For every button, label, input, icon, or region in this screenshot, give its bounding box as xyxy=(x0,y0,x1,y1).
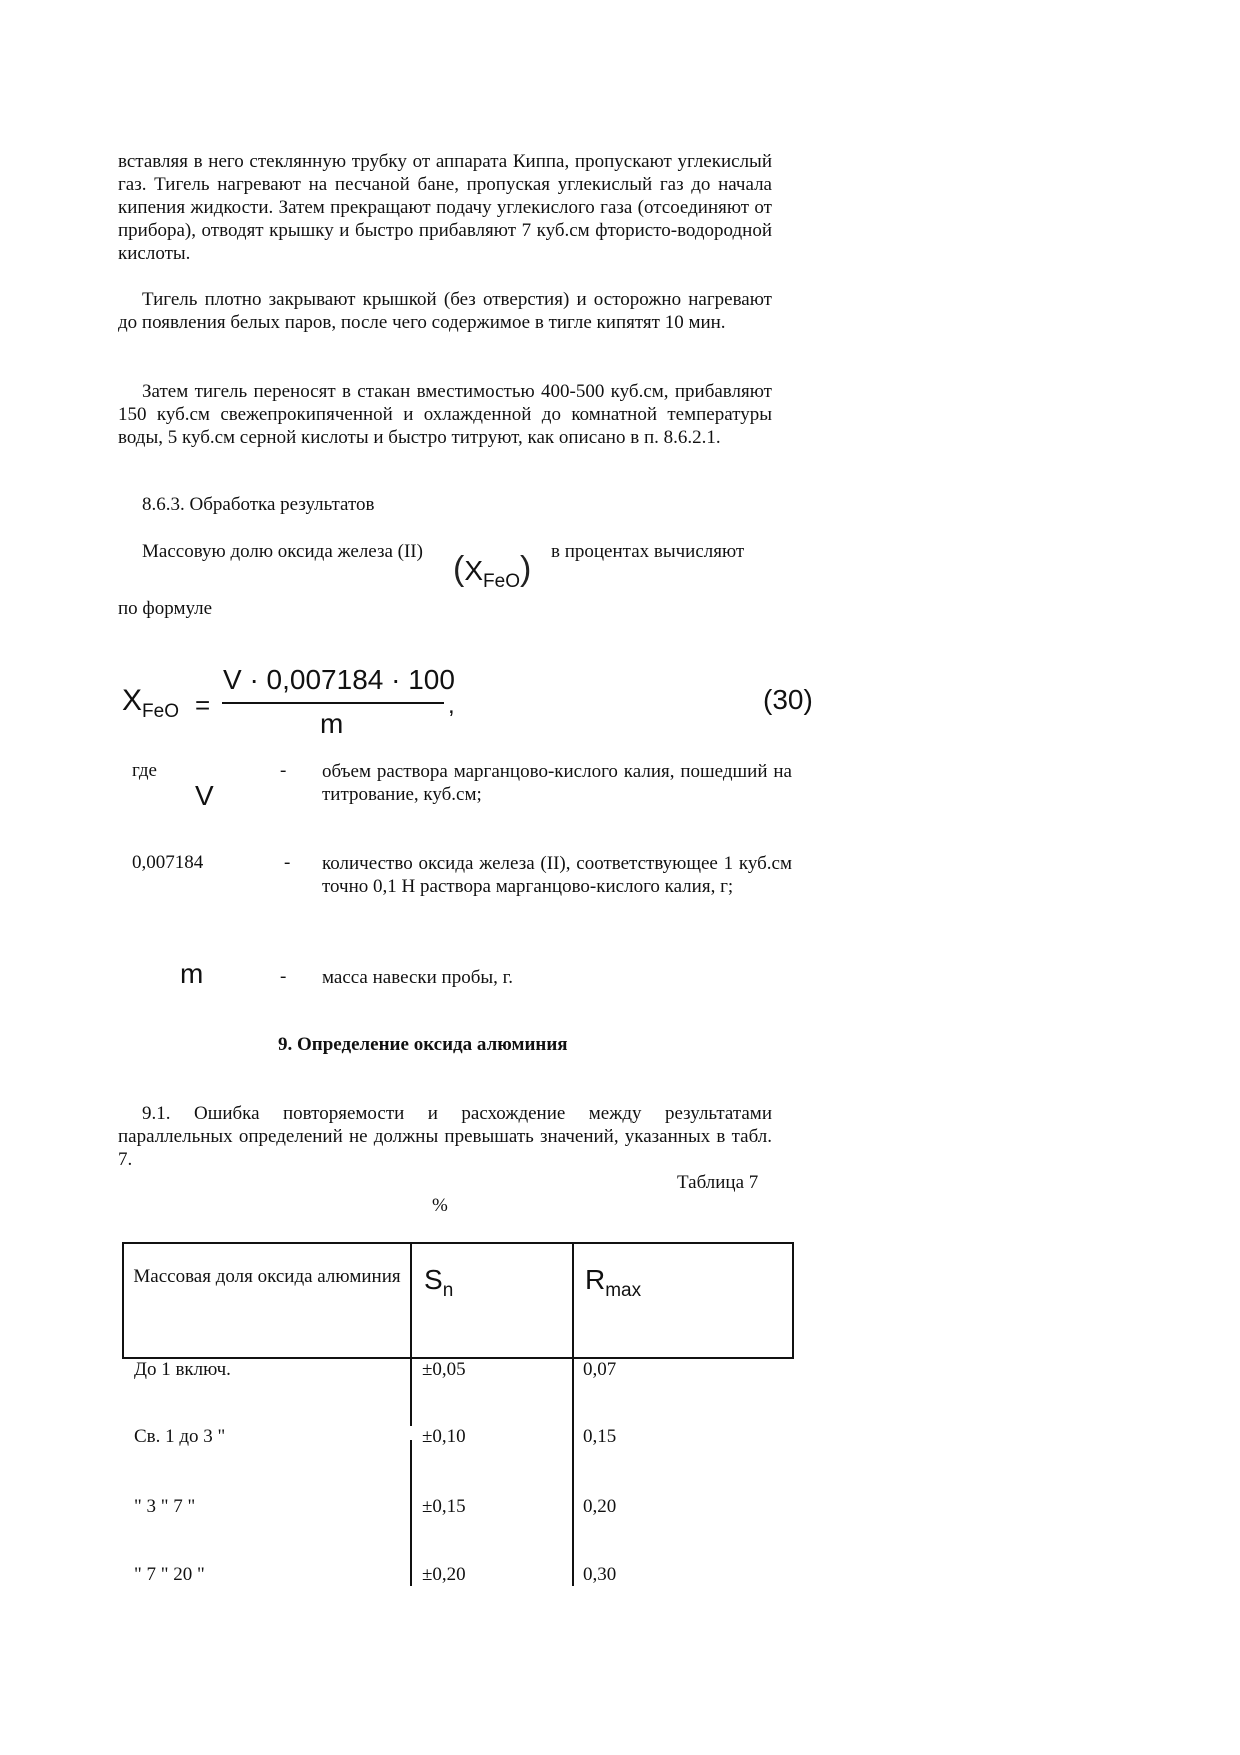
paragraph-crucible-co2: вставляя в него стеклянную трубку от аппарата Киппа, пропускают углекислый газ. Тигель нагревают на песчаной бане, пропуская углекислый газ до начала кипения жидкости. Затем прекращают подачу углекислого газа (отсоединяют от прибора), отводят крышку и быстро прибавляют 7 куб.см фтористо-водородной кислоты. xyxy=(118,151,772,264)
def-dash-m: - xyxy=(280,966,287,987)
table-col-divider-1 xyxy=(410,1242,412,1426)
formula-x-subscript: FeO xyxy=(142,701,179,722)
def-dash-v: - xyxy=(280,760,287,781)
table-cell: До 1 включ. xyxy=(134,1359,231,1380)
where-label: где xyxy=(132,760,157,781)
header-rmax-letter: R xyxy=(585,1264,606,1295)
mass-fraction-sentence-start: Массовую долю оксида железа (II) xyxy=(142,541,423,562)
def-symbol-m: m xyxy=(180,958,204,989)
table-cell: Св. 1 до 3 " xyxy=(134,1426,226,1447)
header-sn-subscript: n xyxy=(442,1280,454,1301)
table-cell: ±0,10 xyxy=(422,1426,466,1447)
paragraph-9-1: 9.1. Ошибка повторяемости и расхождение между результатами параллельных определений не должны превышать значений, указанных в табл. 7. xyxy=(118,1103,772,1170)
table-col-divider-2 xyxy=(572,1242,574,1586)
table-cell: ±0,05 xyxy=(422,1359,466,1380)
table-cell: 0,30 xyxy=(583,1564,617,1585)
paren-open: ( xyxy=(453,550,465,588)
formula-number: (30) xyxy=(763,684,813,715)
formula-denominator: m xyxy=(320,708,344,739)
fraction-bar xyxy=(222,702,444,704)
table-cell: " 3 " 7 " xyxy=(134,1496,196,1517)
formula-numerator: V · 0,007184 · 100 xyxy=(223,664,455,695)
def-text-v: объем раствора марганцово-кислого калия, пошедший на титрование, куб.см; xyxy=(322,761,792,805)
mass-fraction-sentence-end: в процентах вычисляют xyxy=(551,541,745,562)
formula-equals: = xyxy=(195,690,211,720)
header-mass-fraction: Массовая доля оксида алюминия xyxy=(133,1266,401,1287)
formula-comma: , xyxy=(448,692,455,719)
paragraph-heating: Тигель плотно закрывают крышкой (без отверстия) и осторожно нагревают до появления белых паров, после чего содержимое в тигле кипятят 10 мин. xyxy=(118,289,772,333)
table-unit: % xyxy=(432,1195,448,1216)
header-rmax xyxy=(585,1264,642,1301)
table-cell: " 7 " 20 " xyxy=(134,1564,205,1585)
def-text-m: масса навески пробы, г. xyxy=(322,967,514,988)
def-symbol-v: V xyxy=(195,780,214,811)
inline-formula-symbol xyxy=(453,550,532,592)
subsection-title: 8.6.3. Обработка результатов xyxy=(142,494,375,515)
table-left-border xyxy=(122,1242,124,1359)
def-dash-coefficient: - xyxy=(284,852,291,873)
table-top-border xyxy=(122,1242,794,1244)
paragraph-titration: Затем тигель переносят в стакан вместимостью 400-500 куб.см, прибавляют 150 куб.см свежепрокипяченной и охлажденной до комнатной температуры воды, 5 куб.см серной кислоты и быстро титруют, как описано в п. 8.6.2.1. xyxy=(118,381,772,448)
def-symbol-coefficient: 0,007184 xyxy=(132,852,204,873)
table-cell: 0,15 xyxy=(583,1426,617,1447)
header-rmax-subscript: max xyxy=(605,1280,642,1301)
header-sn-letter: S xyxy=(424,1264,443,1295)
table-cell: ±0,20 xyxy=(422,1564,466,1585)
by-formula-text: по формуле xyxy=(118,598,213,619)
table-col-divider-1b xyxy=(410,1440,412,1586)
formula-x-letter: X xyxy=(122,684,143,717)
inline-x-subscript: FeO xyxy=(483,571,520,592)
table-cell: ±0,15 xyxy=(422,1496,466,1517)
table-right-border xyxy=(792,1242,794,1359)
def-text-coefficient: количество оксида железа (II), соответствующее 1 куб.см точно 0,1 Н раствора марганцово-кислого калия, г; xyxy=(322,853,792,897)
table-cell: 0,07 xyxy=(583,1359,617,1380)
paren-close: ) xyxy=(519,550,532,588)
section-heading: 9. Определение оксида алюминия xyxy=(278,1034,568,1055)
table-caption: Таблица 7 xyxy=(677,1172,759,1193)
table-cell: 0,20 xyxy=(583,1496,617,1517)
formula-lhs xyxy=(122,684,179,722)
header-sn xyxy=(424,1264,454,1301)
inline-x-letter: X xyxy=(464,555,484,586)
